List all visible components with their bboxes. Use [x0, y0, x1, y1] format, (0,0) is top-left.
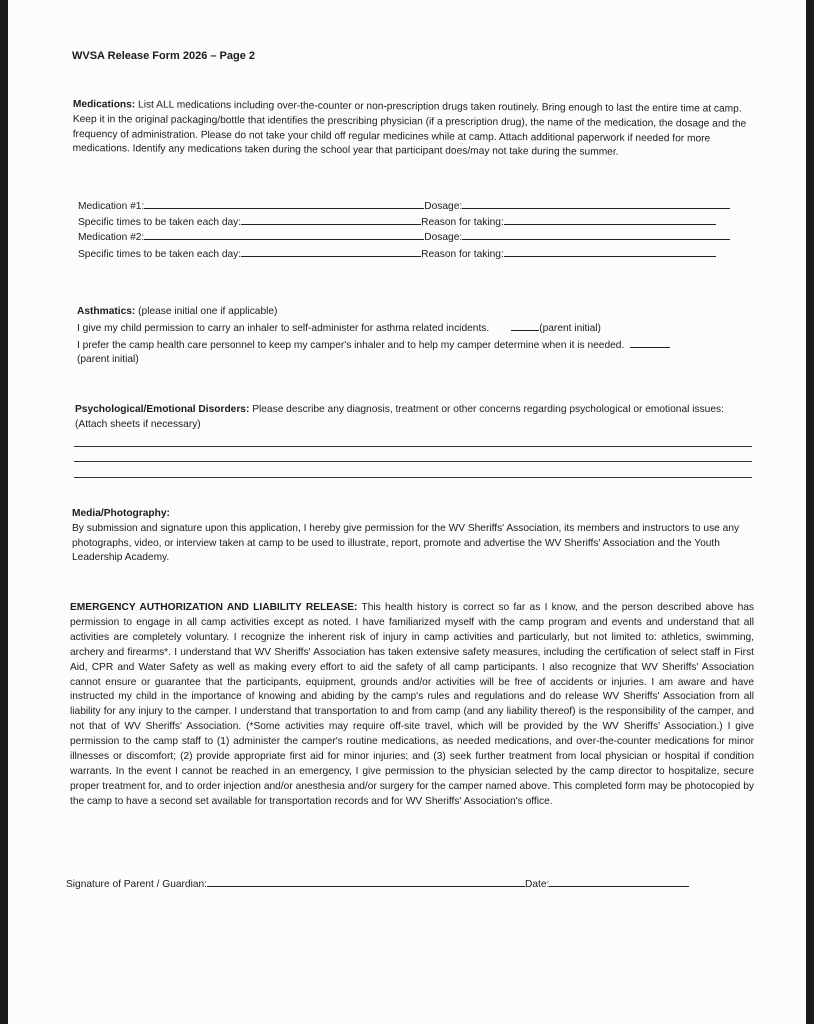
emergency-section	[70, 601, 754, 810]
dosage-2-label: Dosage:	[424, 232, 463, 243]
signature-field[interactable]	[207, 876, 525, 887]
medication-2-field[interactable]	[144, 229, 424, 240]
psych-line-3[interactable]	[74, 477, 752, 478]
medication-1-field[interactable]	[144, 198, 424, 209]
asthma-option-1-text: I give my child permission to carry an inhaler to self-administer for asthma related incidents.	[77, 322, 490, 334]
psych-heading: Psychological/Emotional Disorders:	[75, 404, 250, 415]
dosage-2-field[interactable]	[462, 229, 730, 240]
times-2-field[interactable]	[241, 246, 421, 257]
psych-text: Please describe any diagnosis, treatment or other concerns regarding psychological or emotional issues: (Attach sheets if necessary)	[75, 404, 724, 430]
times-1-label: Specific times to be taken each day:	[78, 217, 242, 228]
asthma-option-2-text: I prefer the camp health care personnel to keep my camper's inhaler and to help my camper determine when it is needed.	[77, 339, 625, 351]
psych-section	[75, 403, 735, 433]
asthma-option-1-initial-label: (parent initial)	[539, 322, 601, 334]
date-field[interactable]	[549, 876, 689, 887]
medication-2-label: Medication #2:	[78, 232, 145, 243]
media-section	[72, 507, 762, 566]
media-heading: Media/Photography:	[72, 508, 170, 519]
emergency-text: This health history is correct so far as I know, and the person described above has permission to engage in all camp activities except as noted. I have familiarized myself with the camp program and events and understand that all activities are completely voluntary. I recognize the inherent risk of injury in camp activities and particularly, but not limited to: athletics, swimming, archery and firearms*. I understand that WV Sheriffs' Association has taken extensive safety measures, including the certification of select staff in First Aid, CPR and Water Safety as well as making every effort to aid the safety of all camp participants. I also recognize that WV Sheriffs' Association cannot ensure or guarantee that the participants, equipment, grounds and/or activities will be free of accidents or injuries. I am aware and have instructed my child in the importance of knowing and abiding by the camp's rules and regulations and do release WV Sheriffs' Association from all liability for any injury to the camper. I understand that transportation to and from camp (and any liability thereof) is the responsibility of the camper, and not that of WV Sheriffs' Association. (*Some activities may require off-site travel, which will be provided by the WV Sheriffs' Association.) I give permission to the camp staff to (1) administer the camper's routine medications, as needed medications, and over-the-counter medications for minor illnesses or discomfort; (2) provide appropriate first aid for minor injuries; and (3) seek further treatment from local physician or hospital if condition warrants. In the event I cannot be reached in an emergency, I give permission to the physician selected by the camp director to hospitalize, secure proper treatment for, and to order injection and/or anesthesia and/or surgery for the camper named above. This completed form may be photocopied by the camp to have a second set available for transportation records and for WV Sheriffs' Association's office.	[70, 602, 755, 807]
medications-section	[73, 98, 763, 162]
psych-line-2[interactable]	[74, 461, 752, 462]
medications-text: List ALL medications including over-the-counter or non-prescription drugs taken routinely. Bring enough to last the entire time at camp. Keep it in the original packaging/bottle that identifies the prescribing physician (if a prescription drug), the name of the medication, the dosage and the frequency of administration. Please do not take your child off regular medicines while at camp. Attach additional paperwork if needed for more medications. Identify any medications taken during the school year that participant does/may not take during the summer.	[72, 99, 747, 159]
date-label: Date:	[525, 879, 550, 890]
reason-1-label: Reason for taking:	[421, 217, 504, 228]
times-1-row	[78, 214, 716, 228]
form-content	[8, 0, 806, 1024]
asthma-option-2-initial-label: (parent initial)	[77, 354, 139, 366]
reason-2-field[interactable]	[504, 246, 716, 257]
signature-label: Signature of Parent / Guardian:	[66, 879, 208, 890]
medication-2-row	[78, 229, 730, 243]
emergency-heading: EMERGENCY AUTHORIZATION AND LIABILITY RELEASE:	[70, 602, 358, 613]
reason-2-label: Reason for taking:	[421, 249, 504, 260]
signature-row	[66, 876, 689, 890]
asthmatics-section	[77, 305, 767, 368]
times-1-field[interactable]	[241, 214, 421, 225]
medication-1-row	[78, 198, 730, 212]
medications-heading: Medications:	[72, 98, 136, 111]
psych-line-1[interactable]	[74, 446, 752, 447]
dosage-1-field[interactable]	[462, 198, 730, 209]
document-page	[8, 0, 806, 1024]
times-2-row	[78, 246, 716, 260]
asthma-option-2-initial-field[interactable]	[630, 337, 670, 348]
asthmatics-heading: Asthmatics:	[77, 306, 136, 317]
asthmatics-subheading: (please initial one if applicable)	[135, 306, 278, 317]
page-header: WVSA Release Form 2026 – Page 2	[72, 50, 256, 62]
media-text: By submission and signature upon this application, I hereby give permission for the WV Sheriffs' Association, its members and instructors to use any photographs, video, or interview taken at camp to be used to illustrate, report, promote and advertise the WV Sheriffs' Association and the Youth Leadership Academy.	[72, 522, 740, 564]
dosage-1-label: Dosage:	[424, 201, 463, 212]
reason-1-field[interactable]	[504, 214, 716, 225]
asthma-option-1-initial-field[interactable]	[511, 320, 539, 331]
times-2-label: Specific times to be taken each day:	[78, 249, 242, 260]
medication-1-label: Medication #1:	[78, 201, 145, 212]
